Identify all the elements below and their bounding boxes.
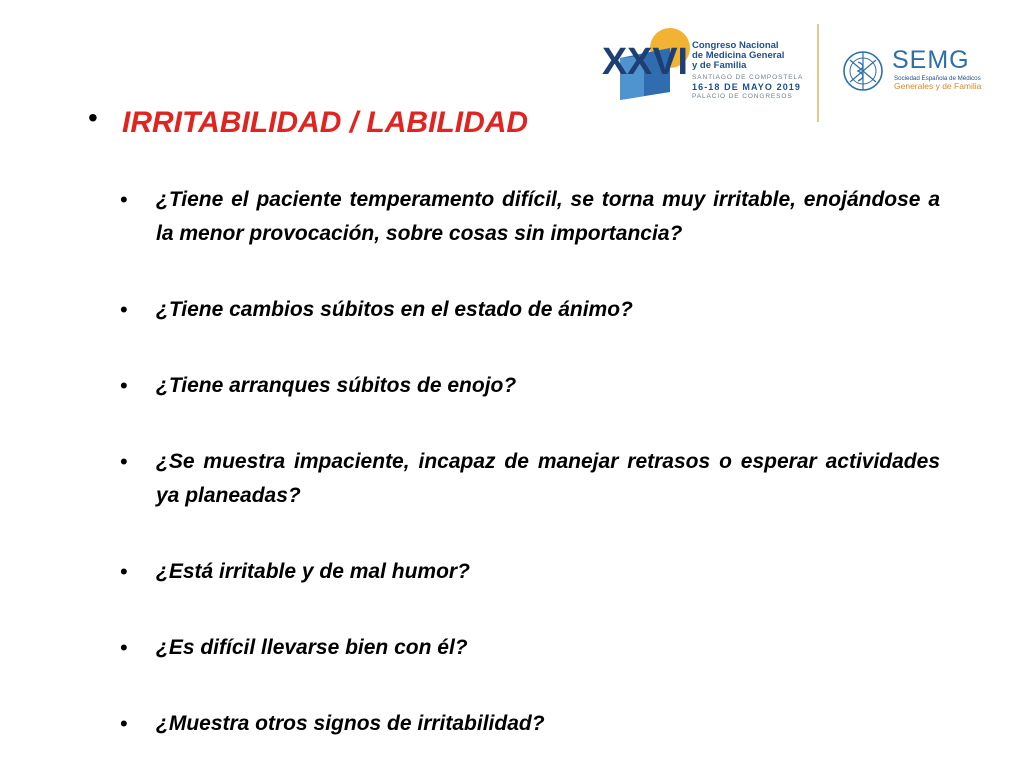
question-item: [118, 369, 940, 403]
question-text: ¿Está irritable y de mal humor?: [156, 560, 470, 583]
congress-title-line-3: y de Familia: [692, 60, 747, 71]
semg-emblem-icon: [840, 48, 886, 94]
question-text: ¿Es difícil llevarse bien con él?: [156, 636, 468, 659]
semg-subtitle: Sociedad Española de Médicos: [894, 75, 981, 82]
question-text: ¿Tiene cambios súbitos en el estado de ánimo?: [156, 298, 633, 321]
question-bullet: •: [120, 559, 128, 584]
question-bullet: •: [120, 297, 128, 322]
question-item: [118, 183, 940, 251]
congress-numeral: XXVI: [602, 41, 688, 83]
congress-logo: [600, 22, 804, 104]
slide-heading: IRRITABILIDAD / LABILIDAD: [122, 106, 529, 139]
semg-name: SEMG: [892, 46, 970, 74]
congress-text: [692, 41, 802, 100]
spacer: [118, 513, 940, 555]
congress-city: SANTIAGO DE COMPOSTELA: [692, 74, 804, 81]
question-bullet: •: [120, 373, 128, 398]
question-text: ¿Tiene arranques súbitos de enojo?: [156, 374, 517, 397]
question-text: ¿Muestra otros signos de irritabilidad?: [156, 712, 545, 735]
semg-logo: [840, 48, 980, 98]
question-item: [118, 631, 940, 665]
spacer: [118, 327, 940, 369]
spacer: [118, 665, 940, 707]
question-item: [118, 707, 940, 741]
question-bullet: •: [120, 711, 128, 736]
question-list: [118, 183, 940, 741]
spacer: [118, 403, 940, 445]
congress-title-line-2: de Medicina General: [692, 50, 785, 61]
question-text: ¿Tiene el paciente temperamento difícil, se torna muy irritable, enojándose a la menor provocación, sobre cosas sin importancia?: [156, 188, 940, 245]
question-text: ¿Se muestra impaciente, incapaz de manejar retrasos o esperar actividades ya planeadas?: [156, 450, 940, 507]
spacer: [118, 251, 940, 293]
question-bullet: •: [120, 635, 128, 660]
congress-title-line-1: Congreso Nacional: [692, 40, 779, 51]
question-item: [118, 293, 940, 327]
question-item: [118, 555, 940, 589]
question-item: [118, 445, 940, 513]
heading-bullet: •: [88, 102, 98, 133]
congress-dates: 16-18 DE MAYO 2019: [692, 82, 802, 92]
congress-venue: PALACIO DE CONGRESOS: [692, 93, 793, 100]
logo-divider: [817, 24, 819, 122]
spacer: [118, 589, 940, 631]
semg-subtitle-2: Generales y de Familia: [894, 81, 982, 91]
congress-emblem-icon: [600, 22, 692, 102]
question-bullet: •: [120, 187, 128, 212]
question-bullet: •: [120, 449, 128, 474]
